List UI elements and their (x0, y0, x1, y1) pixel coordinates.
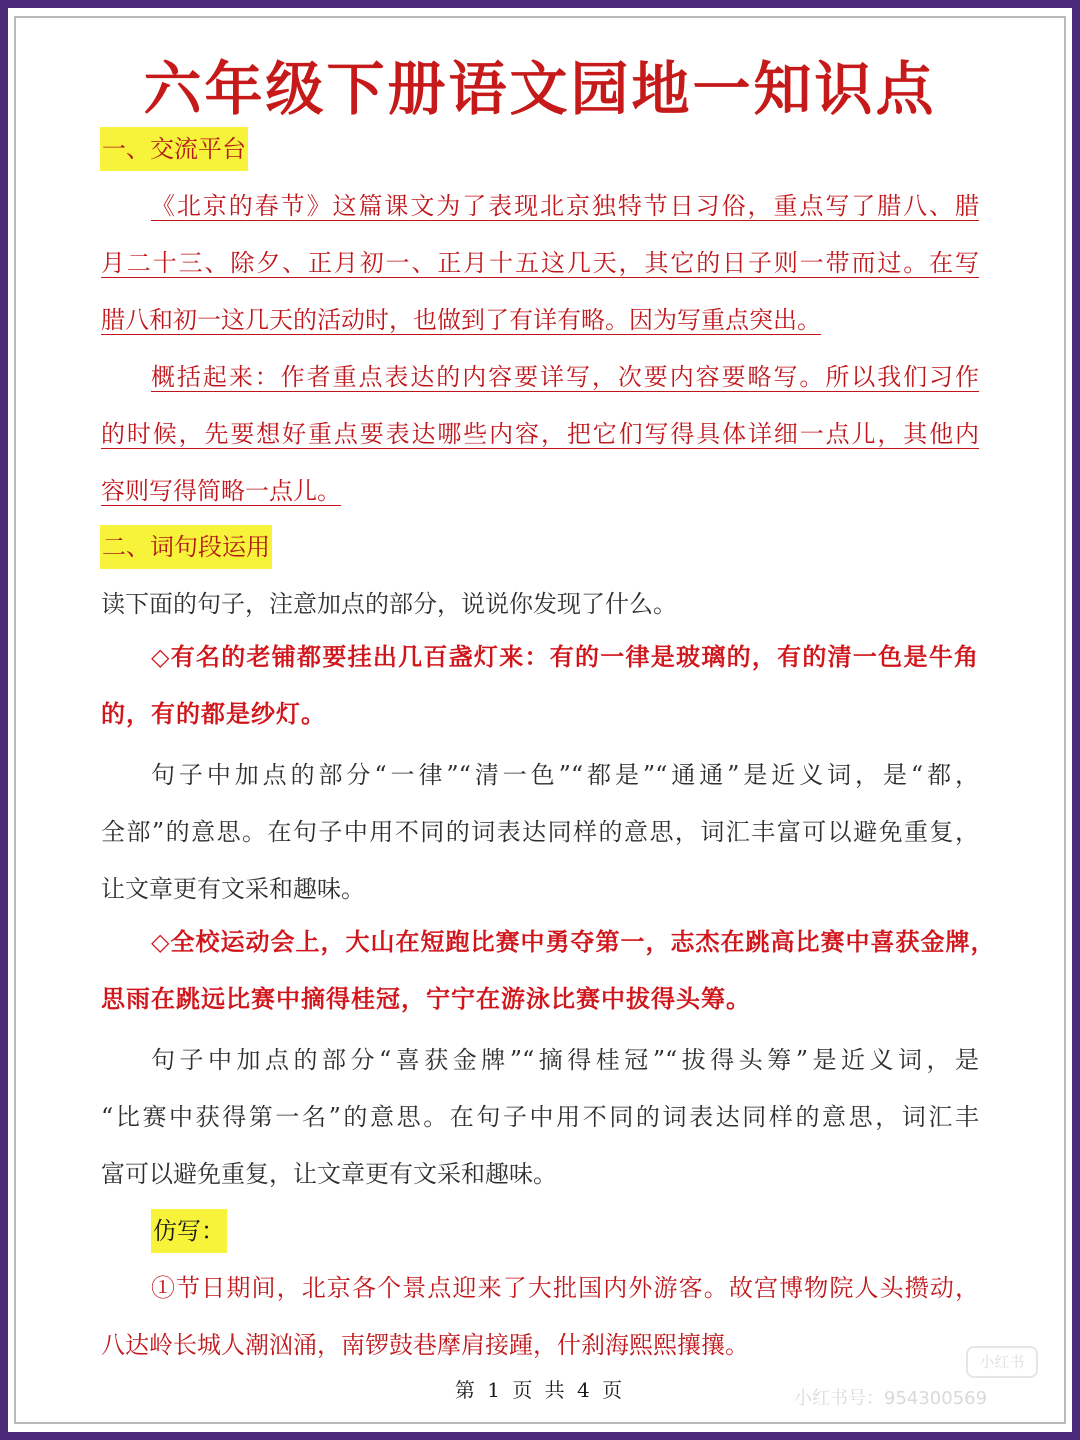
paragraph-line: 腊八和初一这几天的活动时，也做到了有详有略。因为写重点突出。 (101, 306, 821, 334)
example-sentence-line: ◇有名的老铺都要挂出几百盏灯来：有的一律是玻璃的，有的清一色是牛角 (151, 642, 979, 671)
imitation-line: 八达岭长城人潮汹涌，南锣鼓巷摩肩接踵，什刹海熙熙攘攘。 (101, 1331, 749, 1359)
paragraph-line: 的时候，先要想好重点要表达哪些内容，把它们写得具体详细一点儿，其他内 (101, 420, 979, 448)
paragraph-line: 概括起来：作者重点表达的内容要详写，次要内容要略写。所以我们习作 (151, 363, 979, 391)
section-heading-usage: 二、词句段运用 (100, 525, 272, 569)
paragraph-line: 《北京的春节》这篇课文为了表现北京独特节日习俗，重点写了腊八、腊 (151, 192, 979, 220)
explanation-line: 全部”的意思。在句子中用不同的词表达同样的意思，词汇丰富可以避免重复， (101, 818, 979, 846)
imitation-line: ①节日期间，北京各个景点迎来了大批国内外游客。故宫博物院人头攒动， (151, 1274, 979, 1302)
explanation-line: 让文章更有文采和趣味。 (101, 875, 365, 903)
instruction-text: 读下面的句子，注意加点的部分，说说你发现了什么。 (101, 590, 677, 618)
explanation-line: 富可以避免重复，让文章更有文采和趣味。 (101, 1160, 557, 1188)
document-page (8, 8, 1072, 1432)
example-sentence-line: 的，有的都是纱灯。 (101, 699, 326, 728)
page-number-footer: 第 1 页 共 4 页 (454, 1378, 626, 1402)
example-sentence-line: 思雨在跳远比赛中摘得桂冠，宁宁在游泳比赛中拔得头筹。 (101, 984, 751, 1013)
watermark-badge: 小红书 (966, 1346, 1038, 1378)
explanation-line: “比赛中获得第一名”的意思。在句子中用不同的词表达同样的意思，词汇丰 (101, 1103, 979, 1131)
paragraph-line: 月二十三、除夕、正月初一、正月十五这几天，其它的日子则一带而过。在写 (101, 249, 979, 277)
explanation-line: 句子中加点的部分“一律”“清一色”“都是”“通通”是近义词，是“都， (151, 761, 979, 789)
example-sentence-line: ◇全校运动会上，大山在短跑比赛中勇夺第一，志杰在跳高比赛中喜获金牌， (151, 927, 996, 956)
imitate-heading: 仿写： (151, 1209, 227, 1253)
paragraph-line: 容则写得简略一点儿。 (101, 477, 341, 505)
watermark-account: 小红书号：954300569 (794, 1388, 988, 1409)
explanation-line: 句子中加点的部分“喜获金牌”“摘得桂冠”“拔得头筹”是近义词，是 (151, 1046, 979, 1074)
page-title: 六年级下册语文园地一知识点 (143, 55, 937, 123)
section-heading-exchange: 一、交流平台 (100, 127, 248, 171)
